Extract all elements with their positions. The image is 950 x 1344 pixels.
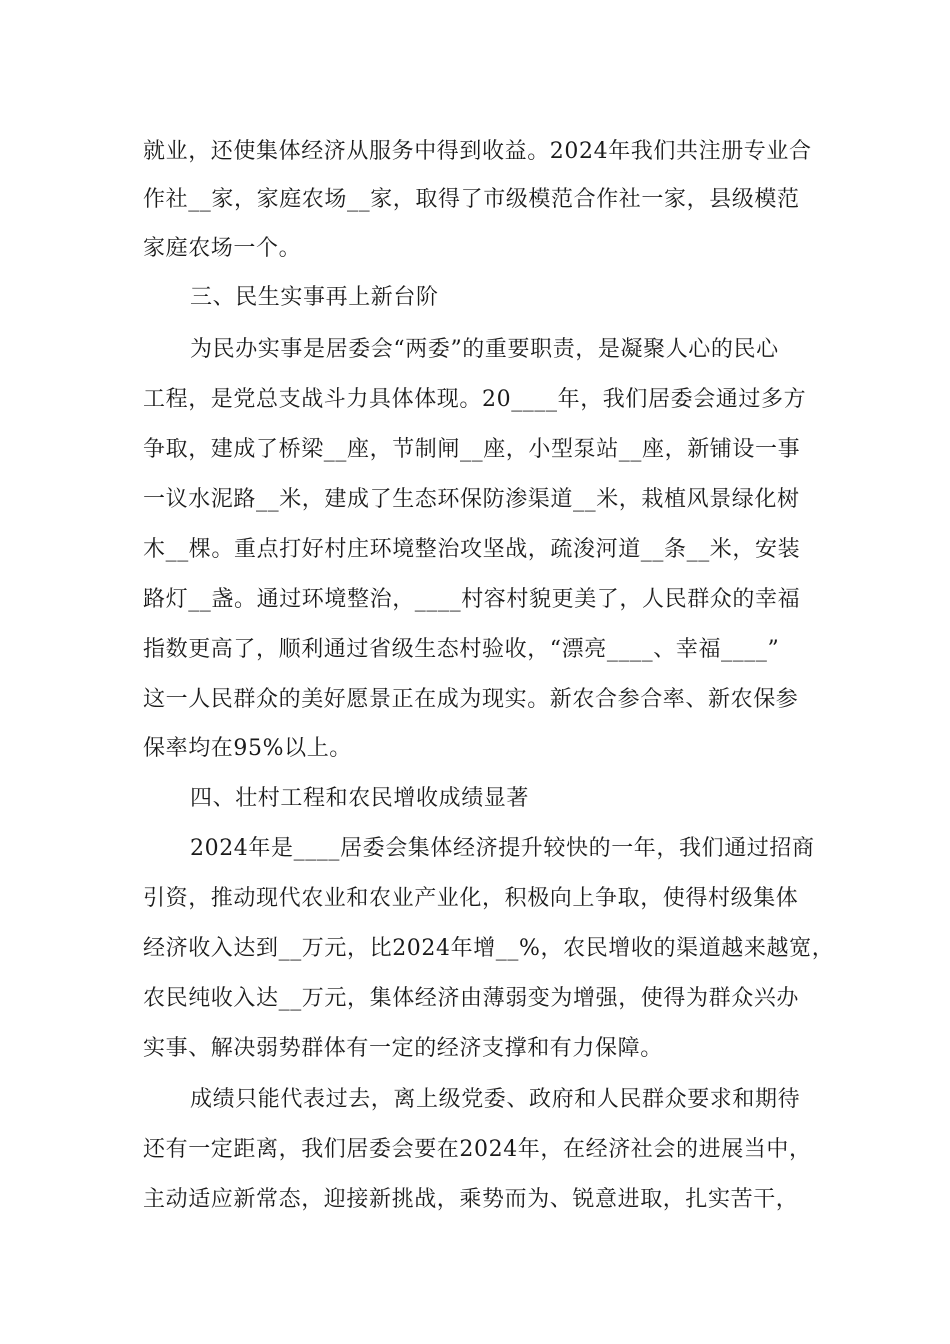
body-text-line: 2024年是____居委会集体经济提升较快的一年，我们通过招商 bbox=[190, 836, 815, 861]
body-text-line: 路灯__盏。通过环境整治，____村容村貌更美了，人民群众的幸福 bbox=[143, 587, 801, 612]
body-text-line: 农民纯收入达__万元，集体经济由薄弱变为增强，使得为群众兴办 bbox=[143, 986, 800, 1011]
body-text-line: 就业，还使集体经济从服务中得到收益。2024年我们共注册专业合 bbox=[143, 139, 812, 164]
body-text-line: 木__棵。重点打好村庄环境整治攻坚战，疏浚河道__条__米，安装 bbox=[143, 537, 801, 562]
body-text-line: 这一人民群众的美好愿景正在成为现实。新农合参合率、新农保参 bbox=[143, 687, 799, 712]
section-heading: 三、民生实事再上新台阶 bbox=[190, 285, 439, 310]
section-heading: 四、壮村工程和农民增收成绩显著 bbox=[190, 786, 530, 811]
body-text-line: 为民办实事是居委会“两委”的重要职责，是凝聚人心的民心 bbox=[190, 337, 779, 362]
body-text-line: 实事、解决弱势群体有一定的经济支撑和有力保障。 bbox=[143, 1036, 663, 1061]
body-text-line: 还有一定距离，我们居委会要在2024年，在经济社会的进展当中， bbox=[143, 1137, 812, 1162]
body-text-line: 一议水泥路__米，建成了生态环保防渗渠道__米，栽植风景绿化树 bbox=[143, 487, 800, 512]
body-text-line: 工程，是党总支战斗力具体体现。20____年，我们居委会通过多方 bbox=[143, 387, 807, 412]
body-text-line: 指数更高了，顺利通过省级生态村验收，“漂亮____、幸福____” bbox=[143, 637, 780, 662]
body-text-line: 引资，推动现代农业和农业产业化，积极向上争取，使得村级集体 bbox=[143, 886, 799, 911]
body-text-line: 成绩只能代表过去，离上级党委、政府和人民群众要求和期待 bbox=[190, 1087, 801, 1112]
body-text-line: 争取，建成了桥梁__座，节制闸__座，小型泵站__座，新铺设一事 bbox=[143, 437, 801, 462]
body-text-line: 家庭农场一个。 bbox=[143, 236, 302, 261]
body-text-line: 作社__家，家庭农场__家，取得了市级模范合作社一家，县级模范 bbox=[143, 187, 800, 212]
body-text-line: 经济收入达到__万元，比2024年增__%，农民增收的渠道越来越宽， bbox=[143, 936, 835, 961]
body-text-line: 保率均在95%以上。 bbox=[143, 736, 352, 761]
body-text-line: 主动适应新常态，迎接新挑战，乘势而为、锐意进取，扎实苦干， bbox=[143, 1187, 799, 1212]
